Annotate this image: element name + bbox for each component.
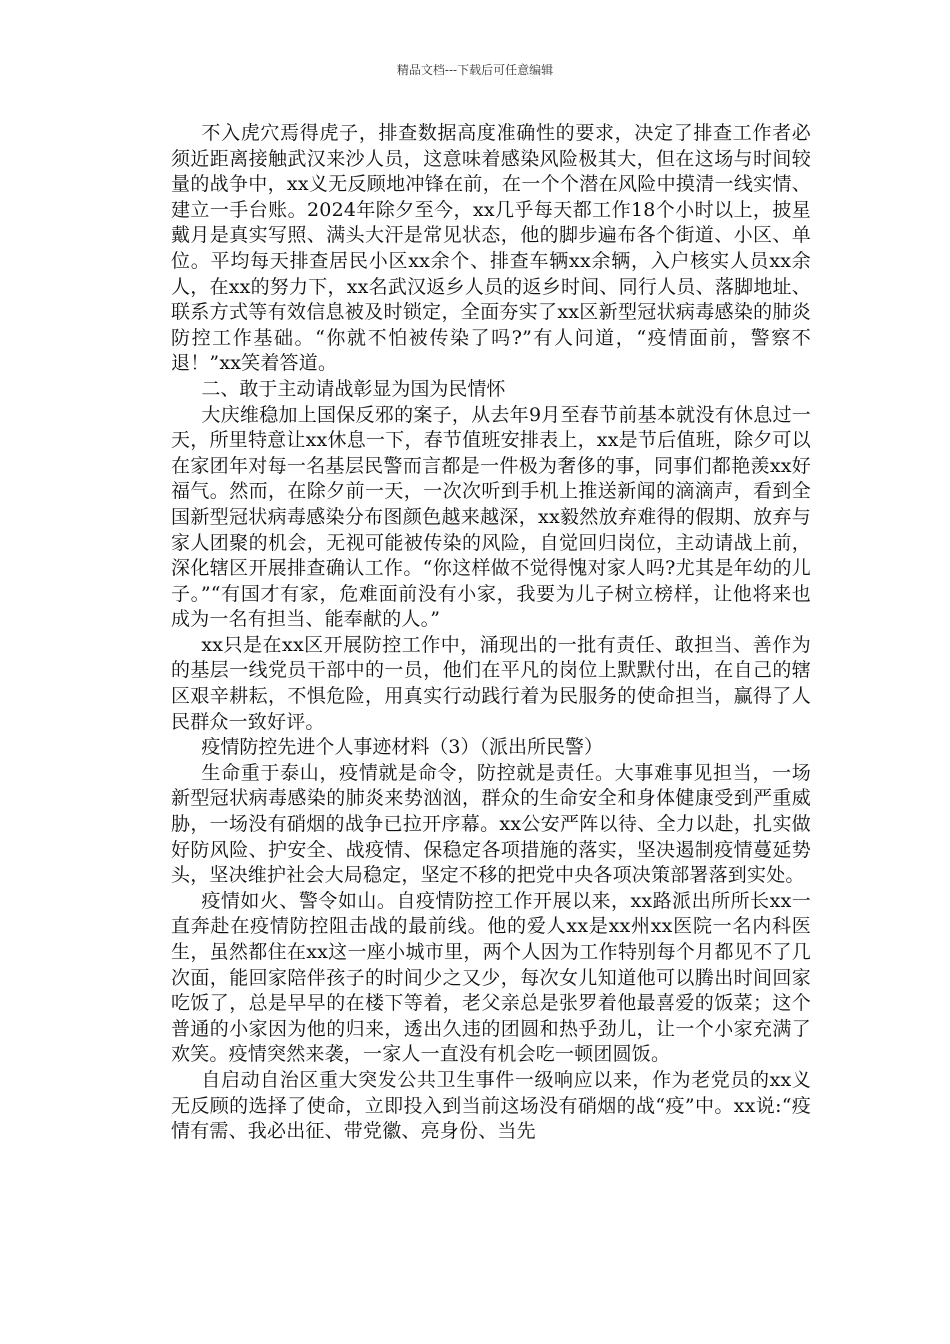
page-header: 精品文档---下载后可任意编辑 [396, 63, 554, 77]
paragraph: 疫情如火、警令如山。自疫情防控工作开展以来，xx路派出所所长xx一直奔赴在疫情防控阻击战的最前线。他的爱人xx是xx州xx医院一名内科医生，虽然都住在xx这一座小城市里，两个人因为工作特别每个月都见不了几次面，能回家陪伴孩子的时间少之又少，每次女儿知道他可以腾出时间回家吃饭了，总是早早的在楼下等着，老父亲总是张罗着他最喜爱的饭菜；这个普通的小家因为他的归来，透出久违的团圆和热乎劲儿，让一个小家充满了欢笑。疫情突然来袭，一家人一直没有机会吃一顿团圆饭。 [171, 889, 811, 1066]
paragraph: 自启动自治区重大突发公共卫生事件一级响应以来，作为老党员的xx义无反顾的选择了使命，立即投入到当前这场没有硝烟的战“疫”中。xx说:“疫情有需、我必出征、带党徽、亮身份、当先 [171, 1068, 811, 1143]
document-body [171, 121, 811, 1145]
paragraph: 生命重于泰山，疫情就是命令，防控就是责任。大事难事见担当，一场新型冠状病毒感染的肺炎来势汹汹，群众的生命安全和身体健康受到严重威胁，一场没有硝烟的战争已拉开序幕。xx公安严阵以待、全力以赴，扎实做好防风险、护安全、战疫情、保稳定各项措施的落实，坚决遏制疫情蔓延势头，坚决维护社会大局稳定，坚定不移的把党中央各项决策部署落到实处。 [171, 761, 811, 887]
paragraph: 不入虎穴焉得虎子，排查数据高度准确性的要求，决定了排查工作者必须近距离接触武汉来沙人员，这意味着感染风险极其大，但在这场与时间较量的战争中，xx义无反顾地冲锋在前，在一个个潜在风险中摸清一线实情、建立一手台账。2024年除夕至今，xx几乎每天都工作18个小时以上，披星戴月是真实写照、满头大汗是常见状态，他的脚步遍布各个街道、小区、单位。平均每天排查居民小区xx余个、排查车辆xx余辆，入户核实人员xx余人，在xx的努力下，xx名武汉返乡人员的返乡时间、同行人员、落脚地址、联系方式等有效信息被及时锁定，全面夯实了xx区新型冠状病毒感染的肺炎防控工作基础。“你就不怕被传染了吗?”有人问道，“疫情面前，警察不退！”xx笑着答道。 [171, 122, 811, 375]
paragraph: xx只是在xx区开展防控工作中，涌现出的一批有责任、敢担当、善作为的基层一线党员干部中的一员，他们在平凡的岗位上默默付出，在自己的辖区艰辛耕耘，不惧危险，用真实行动践行着为民服务的使命担当，赢得了人民群众一致好评。 [171, 633, 811, 733]
section-heading: 疫情防控先进个人事迹材料（3）（派出所民警） [201, 736, 603, 759]
paragraph: 大庆维稳加上国保反邪的案子，从去年9月至春节前基本就没有休息过一天，所里特意让xx休息一下，春节值班安排表上，xx是节后值班，除夕可以在家团年对每一名基层民警而言都是一件极为奢侈的事，同事们都艳羡xx好福气。然而，在除夕前一天，一次次听到手机上推送新闻的滴滴声，看到全国新型冠状病毒感染分布图颜色越来越深，xx毅然放弃难得的假期、放弃与家人团聚的机会，无视可能被传染的风险，自觉回归岗位，主动请战上前，深化辖区开展排查确认工作。“你这样做不觉得愧对家人吗?尤其是年幼的儿子。”“有国才有家，危难面前没有小家，我要为儿子树立榜样，让他将来也成为一名有担当、能奉献的人。” [171, 403, 811, 631]
section-heading: 二、敢于主动请战彰显为国为民情怀 [201, 377, 506, 400]
